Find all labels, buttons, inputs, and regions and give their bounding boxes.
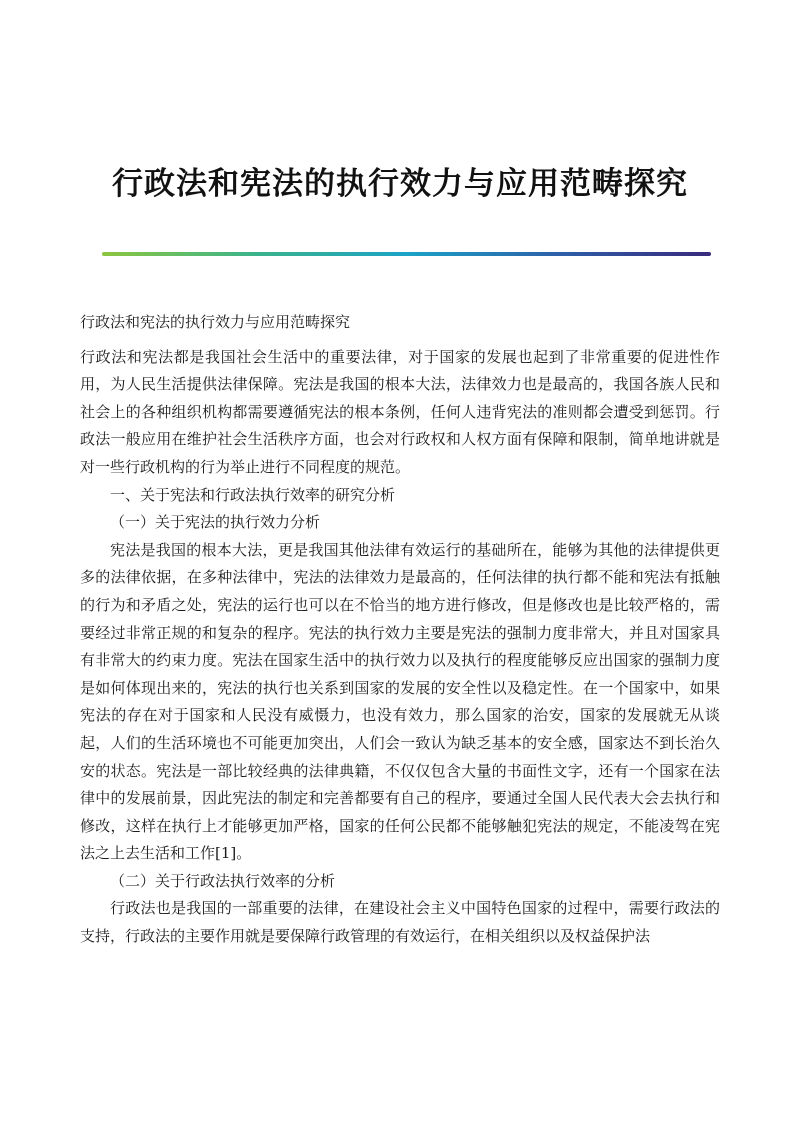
intro-paragraph: 行政法和宪法都是我国社会生活中的重要法律，对于国家的发展也起到了非常重要的促进性作用，为人民生活提供法律保障。宪法是我国的根本大法，法律效力也是最高的，我国各族人民和社会上的各种组织机构都需要遵循宪法的根本条例，任何人违背宪法的准则都会遭受到惩罚。行政法一般应用在维护社会生活秩序方面，也会对行政权和人权方面有保障和限制，简单地讲就是对一些行政机构的行为举止进行不同程度的规范。	[80, 347, 720, 476]
document-title: 行政法和宪法的执行效力与应用范畴探究	[112, 166, 688, 202]
article-subtitle: 行政法和宪法的执行效力与应用范畴探究	[80, 313, 351, 331]
title-divider	[102, 252, 711, 256]
section-1-2-heading: （二）关于行政法执行效率的分析	[110, 871, 336, 890]
document-body	[80, 309, 720, 951]
section-1-1-heading: （一）关于宪法的执行效力分析	[110, 513, 321, 532]
section-1-2-paragraph: 行政法也是我国的一部重要的法律，在建设社会主义中国特色国家的过程中，需要行政法的支持，行政法的主要作用就是要保障行政管理的有效运行，在相关组织以及权益保护法	[80, 899, 720, 946]
section-1-heading: 一、关于宪法和行政法执行效率的研究分析	[110, 485, 396, 504]
section-1-1-paragraph: 宪法是我国的根本大法，更是我国其他法律有效运行的基础所在，能够为其他的法律提供更多的法律依据，在多种法律中，宪法的法律效力是最高的，任何法律的执行都不能和宪法有抵触的行为和矛盾之处，宪法的运行也可以在不恰当的地方进行修改，但是修改也是比较严格的，需要经过非常正规的和复杂的程序。宪法的执行效力主要是宪法的强制力度非常大，并且对国家具有非常大的约束力度。宪法在国家生活中的执行效力以及执行的程度能够反应出国家的强制力度是如何体现出来的，宪法的执行也关系到国家的发展的安全性以及稳定性。在一个国家中，如果宪法的存在对于国家和人民没有威慑力，也没有效力，那么国家的治安，国家的发展就无从谈起，人们的生活环境也不可能更加突出，人们会一致认为缺乏基本的安全感，国家达不到长治久安的状态。宪法是一部比较经典的法律典籍，不仅仅包含大量的书面性文字，还有一个国家在法律中的发展前景，因此宪法的制定和完善都要有自己的程序，要通过全国人民代表大会去执行和修改，这样在执行上才能够更加严格，国家的任何公民都不能够触犯宪法的规定，不能凌驾在宪法之上去生活和工作[1]。	[80, 540, 720, 863]
